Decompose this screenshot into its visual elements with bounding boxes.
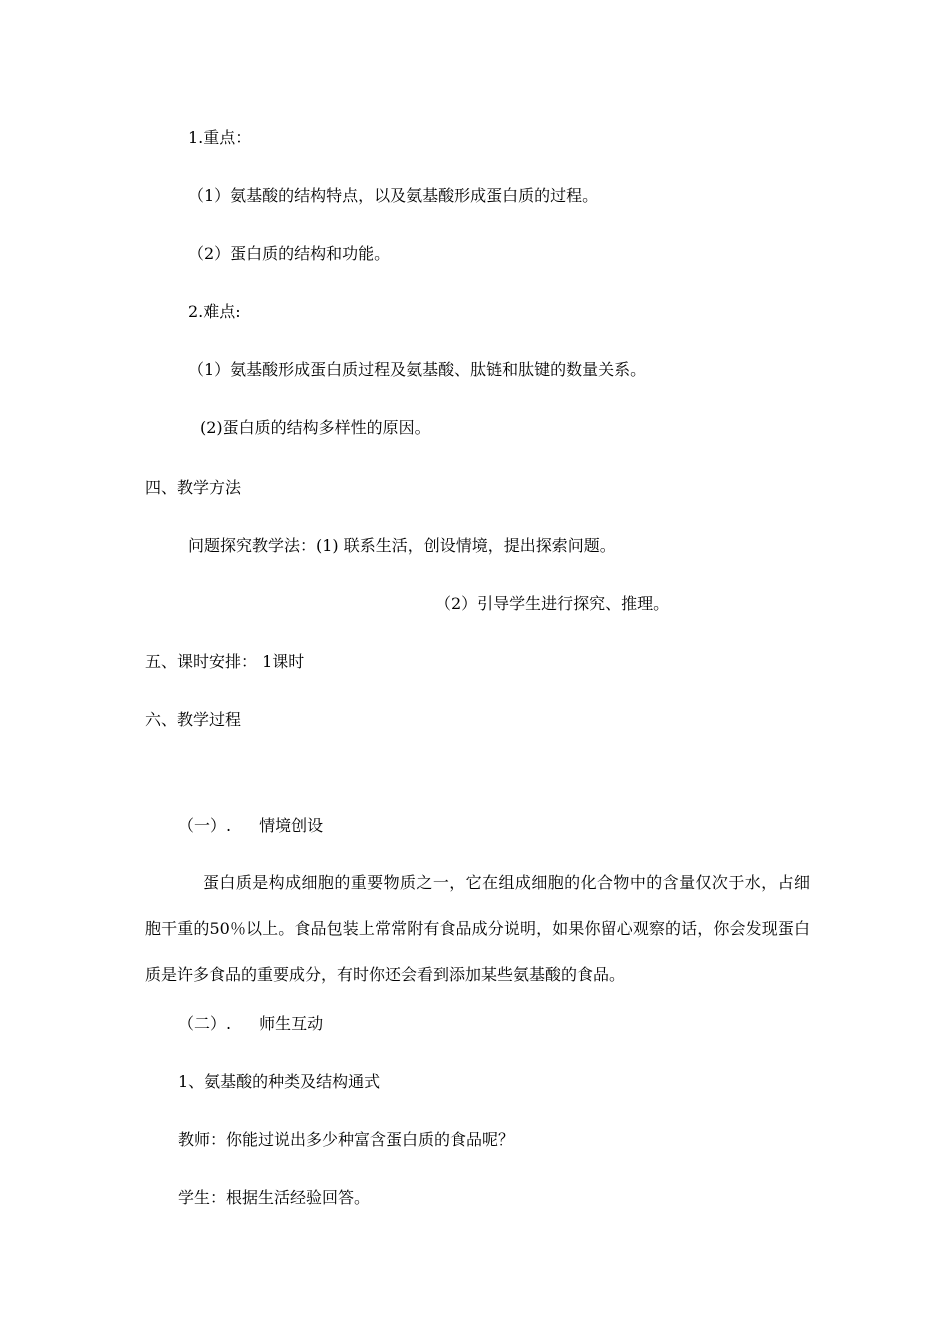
section-2-heading [178, 1014, 323, 1034]
section-1-paragraph: 蛋白质是构成细胞的重要物质之一，它在组成细胞的化合物中的含量仅次于水，占细胞干重的50％以上。食品包装上常常附有食品成分说明，如果你留心观察的话，你会发现蛋白质是许多食品的重要成分，有时你还会看到添加某些氨基酸的食品。 [145, 873, 810, 984]
section-2-subheading: 1、氨基酸的种类及结构通式 [178, 1072, 381, 1091]
schedule-line: 五、课时安排： 1课时 [145, 652, 305, 671]
difficulties-heading: 2.难点: [188, 302, 241, 321]
key-points-heading: 1.重点： [188, 128, 252, 147]
section-2-title: 师生互动 [259, 1014, 324, 1033]
key-point-item: （2）蛋白质的结构和功能。 [188, 244, 391, 263]
difficulty-item: (2)蛋白质的结构多样性的原因。 [200, 418, 431, 437]
student-line: 学生：根据生活经验回答。 [178, 1188, 371, 1207]
teaching-method-line-2: （2）引导学生进行探究、推理。 [435, 594, 670, 613]
section-1-number: （一）. [178, 816, 232, 835]
difficulty-item: （1）氨基酸形成蛋白质过程及氨基酸、肽链和肽键的数量关系。 [188, 360, 647, 379]
section-2-number: （二）. [178, 1014, 232, 1033]
process-heading: 六、教学过程 [145, 710, 242, 729]
teaching-method-heading: 四、教学方法 [145, 478, 242, 497]
section-1-title: 情境创设 [259, 816, 324, 835]
section-1-heading [178, 816, 323, 836]
key-point-item: （1）氨基酸的结构特点，以及氨基酸形成蛋白质的过程。 [188, 186, 599, 205]
teacher-line: 教师：你能过说出多少种富含蛋白质的食品呢？ [178, 1130, 515, 1149]
teaching-method-line-1: 问题探究教学法：(1) 联系生活，创设情境，提出探索问题。 [188, 536, 616, 555]
